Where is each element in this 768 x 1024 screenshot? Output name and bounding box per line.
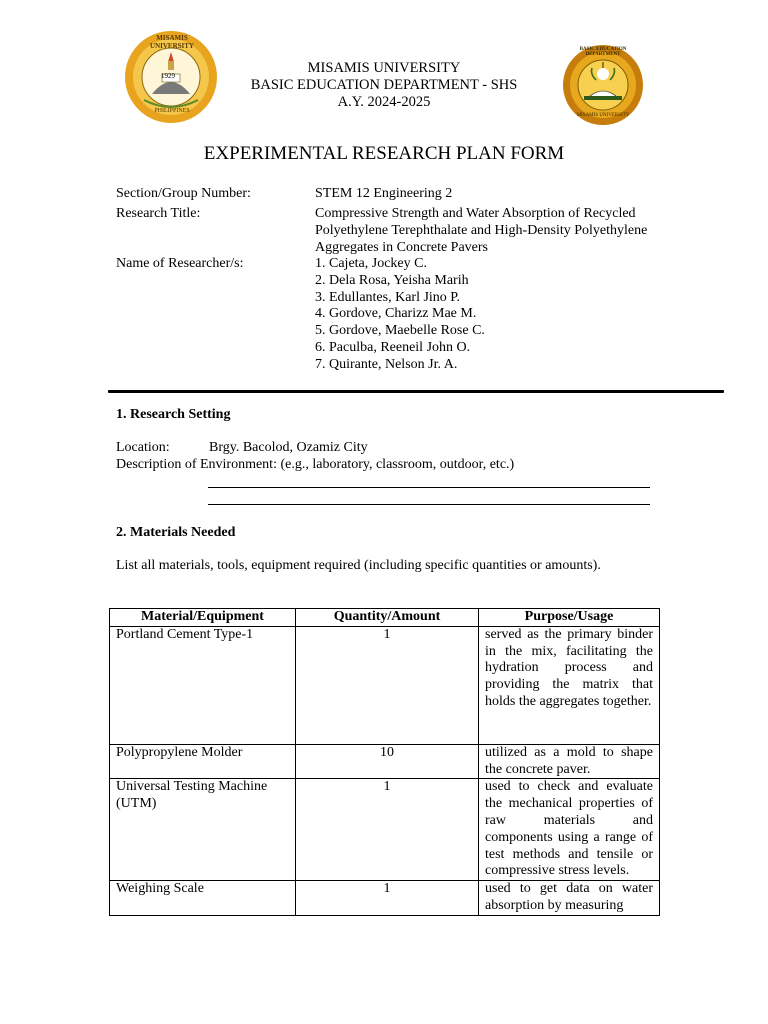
table-row [110,626,660,744]
purpose-cell: served as the primary binder in the mix, facilitating the hydration process and providing the matrix that holds the aggregates together. [479,626,660,744]
quantity-cell: 1 [296,881,479,916]
left-logo-ring-text: MISAMIS UNIVERSITY [150,34,194,50]
research-title-value: Compressive Strength and Water Absorption of Recycled Polyethylene Terephthalate and High-Density Polyethylene Aggregates in Concrete Pavers [315,206,648,255]
environment-answer-line[interactable] [208,504,650,505]
researcher-name: 3. Edullantes, Karl Jino P. [315,289,461,305]
section-group-value: STEM 12 Engineering 2 [315,186,453,201]
left-logo-year: 1929 [161,72,175,80]
researcher-name: 4. Gordove, Charizz Mae M. [315,306,477,322]
quantity-cell: 10 [296,744,479,779]
right-logo-bottom-text: MISAMIS UNIVERSITY [576,113,630,118]
purpose-cell: used to get data on water absorption by measuring [479,881,660,916]
table-row [110,779,660,881]
researcher-name: 5. Gordove, Maebelle Rose C. [315,323,485,339]
right-logo-ring-text: BASIC EDUCATION DEPARTMENT [579,47,627,57]
purpose-cell: used to check and evaluate the mechanical properties of raw materials and components using a range of test methods and tensile or compressive stress levels. [479,779,660,881]
column-header-quantity: Quantity/Amount [296,609,479,627]
left-logo-bottom-text: PHILIPPINES [154,108,190,114]
department-name: BASIC EDUCATION DEPARTMENT - SHS [250,77,518,93]
materials-instruction: List all materials, tools, equipment required (including specific quantities or amounts). [116,558,601,573]
quantity-cell: 1 [296,779,479,881]
purpose-cell: utilized as a mold to shape the concrete paver. [479,744,660,779]
material-cell: Universal Testing Machine (UTM) [110,779,296,881]
section-divider [108,390,724,393]
materials-table [109,608,660,916]
table-row [110,744,660,779]
quantity-cell: 1 [296,626,479,744]
research-setting-heading: 1. Research Setting [116,407,231,422]
table-header-row [110,609,660,627]
researcher-name: 1. Cajeta, Jockey C. [315,256,427,271]
researcher-name: 6. Paculba, Reeneil John O. [315,339,471,355]
researchers-label: Name of Researcher/s: [116,256,244,271]
academic-year: A.Y. 2024-2025 [337,94,431,110]
column-header-material: Material/Equipment [110,609,296,627]
materials-heading: 2. Materials Needed [116,525,236,540]
table-row [110,881,660,916]
research-title-label: Research Title: [116,206,201,221]
researcher-list [315,256,695,374]
location-label: Location: [116,440,170,455]
researcher-name: 2. Dela Rosa, Yeisha Marih [315,272,469,288]
material-cell: Polypropylene Molder [110,744,296,779]
section-group-label: Section/Group Number: [116,186,251,201]
column-header-purpose: Purpose/Usage [479,609,660,627]
environment-answer-line[interactable] [208,487,650,488]
location-value: Brgy. Bacolod, Ozamiz City [209,440,368,455]
university-name: MISAMIS UNIVERSITY [307,60,461,76]
form-title: EXPERIMENTAL RESEARCH PLAN FORM [203,143,565,164]
researcher-name: 7. Quirante, Nelson Jr. A. [315,356,458,372]
material-cell: Weighing Scale [110,881,296,916]
material-cell: Portland Cement Type-1 [110,626,296,744]
environment-description-label: Description of Environment: (e.g., laboratory, classroom, outdoor, etc.) [116,457,515,472]
